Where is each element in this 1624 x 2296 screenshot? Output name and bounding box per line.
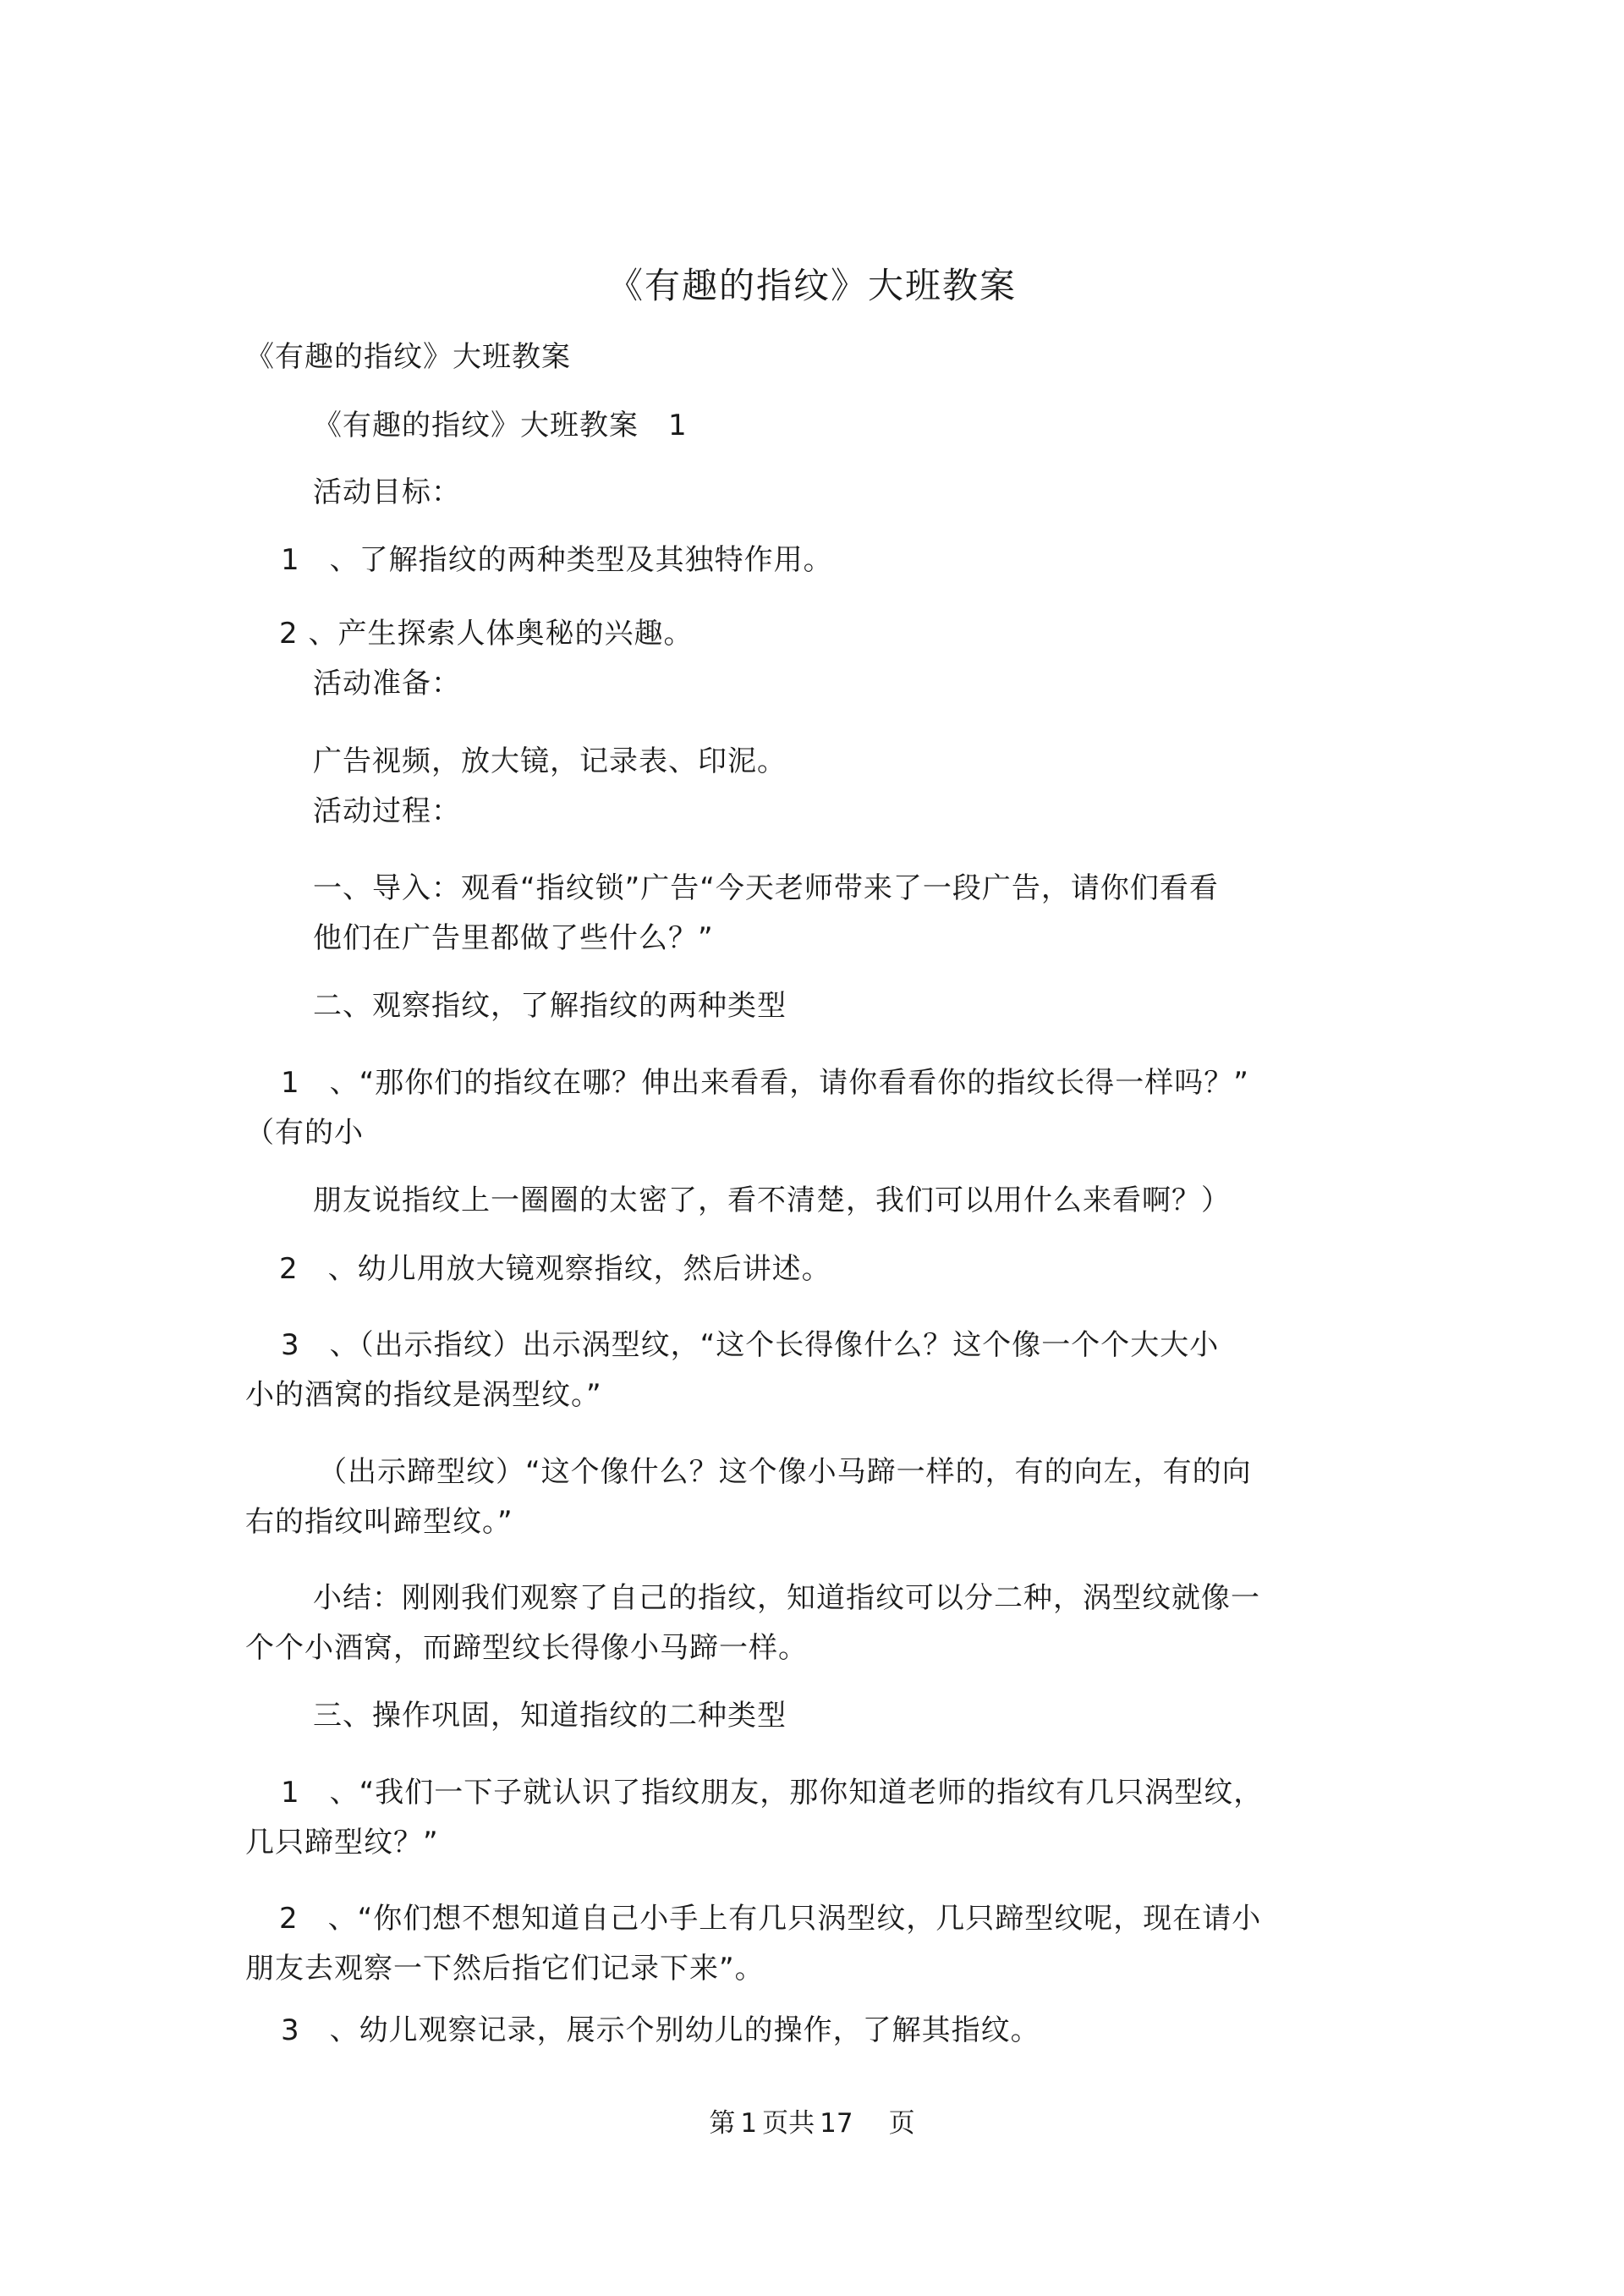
text-line: 他们在广告里都做了些什么？” — [313, 921, 714, 955]
text-line: 《有趣的指纹》大班教案 1 — [313, 409, 688, 442]
text-line: 2 、产生探索人体奥秘的兴趣。 — [279, 617, 694, 651]
page-footer — [0, 2106, 1624, 2140]
text-line: 1 、“那你们的指纹在哪？伸出来看看，请你看看你的指纹长得一样吗？” — [281, 1066, 1249, 1100]
text-line: 几只蹄型纹？” — [245, 1826, 439, 1859]
text-line: 小结：刚刚我们观察了自己的指纹，知道指纹可以分二种，涡型纹就像一 — [313, 1581, 1260, 1615]
text-line: （出示蹄型纹）“这个像什么？这个像小马蹄一样的，有的向左，有的向 — [318, 1455, 1252, 1489]
text-line: 3 、幼儿观察记录，展示个别幼儿的操作，了解其指纹。 — [281, 2013, 1040, 2047]
text-line: 2 、幼儿用放大镜观察指纹，然后讲述。 — [279, 1252, 831, 1286]
section-heading: 活动过程： — [313, 794, 461, 828]
section-heading: 活动准备： — [313, 667, 461, 700]
footer-suffix: 页 — [888, 2108, 915, 2139]
section-heading: 三、操作巩固，知道指纹的二种类型 — [313, 1699, 787, 1733]
text-line: 个个小酒窝，而蹄型纹长得像小马蹄一样。 — [245, 1631, 808, 1665]
footer-prefix: 第 — [709, 2108, 736, 2139]
footer-page-number: 1 — [740, 2108, 758, 2139]
text-line: 小的酒窝的指纹是涡型纹。” — [245, 1378, 602, 1412]
text-line: 3 、（出示指纹）出示涡型纹，“这个长得像什么？这个像一个个大大小 — [281, 1328, 1220, 1362]
footer-total-pages: 17 — [820, 2108, 853, 2139]
text-line: 右的指纹叫蹄型纹。” — [245, 1505, 513, 1539]
text-line: 一、导入：观看“指纹锁”广告“今天老师带来了一段广告，请你们看看 — [313, 871, 1219, 905]
text-line: 2 、“你们想不想知道自己小手上有几只涡型纹，几只蹄型纹呢，现在请小 — [279, 1902, 1262, 1936]
text-line: 广告视频，放大镜，记录表、印泥。 — [313, 744, 787, 778]
section-heading: 二、观察指纹，了解指纹的两种类型 — [313, 989, 787, 1023]
footer-middle: 页共 — [762, 2108, 815, 2139]
text-line: 朋友去观察一下然后指它们记录下来”。 — [245, 1952, 765, 1986]
page-title: 《有趣的指纹》大班教案 — [606, 265, 1017, 306]
text-line: 《有趣的指纹》大班教案 — [245, 340, 571, 374]
text-line: （有的小 — [245, 1116, 364, 1150]
text-line: 朋友说指纹上一圈圈的太密了，看不清楚，我们可以用什么来看啊？） — [313, 1184, 1231, 1217]
text-line: 1 、了解指纹的两种类型及其独特作用。 — [281, 543, 833, 577]
section-heading: 活动目标： — [313, 475, 461, 509]
text-line: 1 、“我们一下子就认识了指纹朋友，那你知道老师的指纹有几只涡型纹， — [281, 1776, 1264, 1810]
